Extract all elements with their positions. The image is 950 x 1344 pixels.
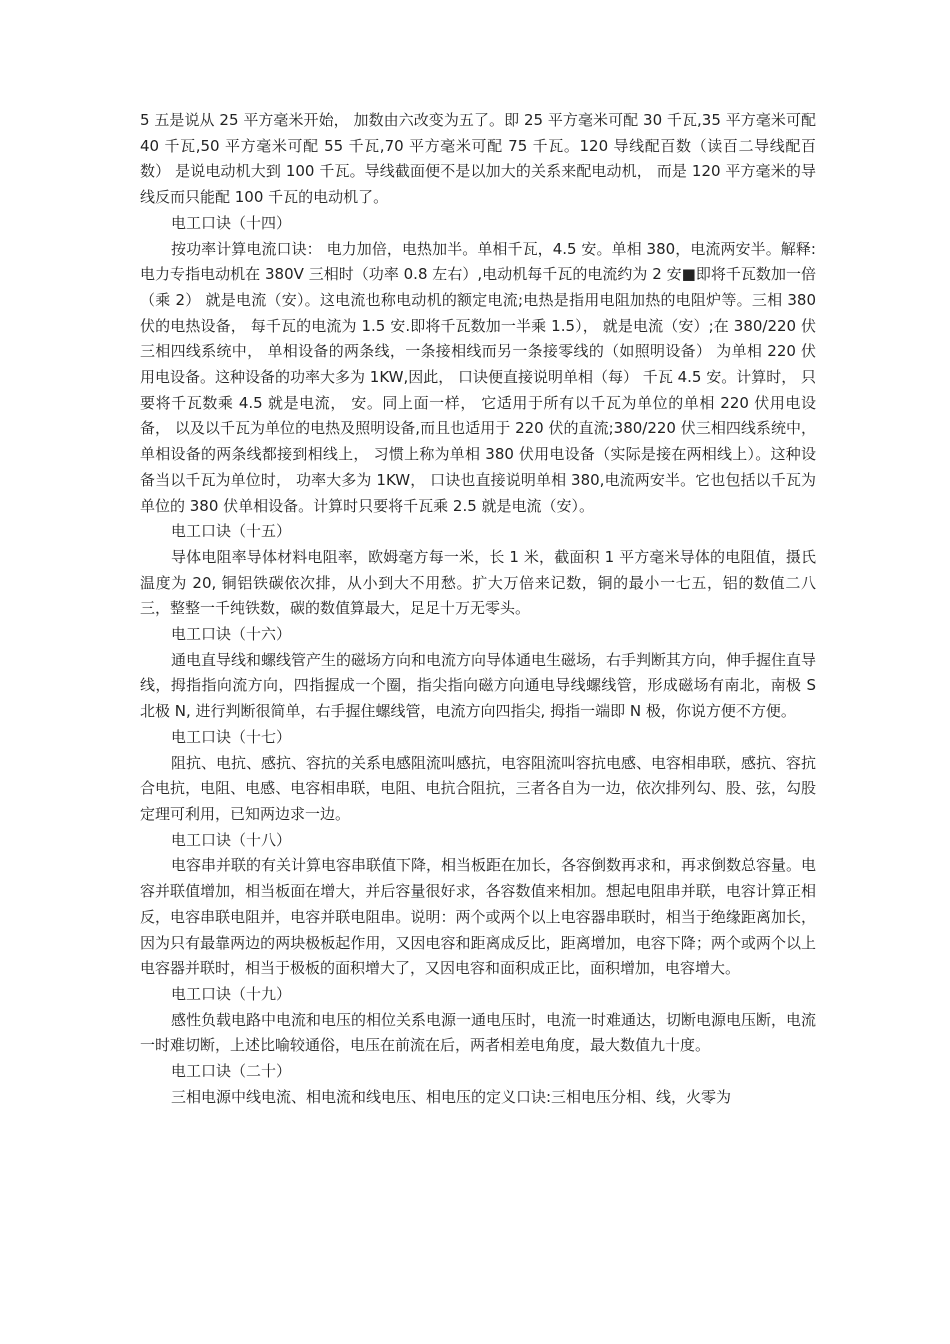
body-paragraph: 电容串并联的有关计算电容串联值下降，相当板距在加长，各容倒数再求和，再求倒数总容量。电容并联值增加，相当板面在增大，并后容量很好求，各容数值来相加。想起电阻串并联，电容计算正相反，电容串联电阻并，电容并联电阻串。说明：两个或两个以上电容器串联时，相当于绝缘距离加长，因为只有最靠两边的两块极板起作用，又因电容和距离成反比，距离增加，电容下降；两个或两个以上电容器并联时，相当于极板的面积增大了，又因电容和面积成正比，面积增加，电容增大。 — [140, 856, 817, 978]
section-heading: 电工口诀（十四） — [171, 213, 292, 232]
body-paragraph: 三相电源中线电流、相电流和线电压、相电压的定义口诀:三相电压分相、线，火零为 — [171, 1087, 732, 1106]
section-heading: 电工口诀（十九） — [171, 984, 292, 1003]
section-heading: 电工口诀（十五） — [171, 522, 292, 541]
body-paragraph: 通电直导线和螺线管产生的磁场方向和电流方向导体通电生磁场，右手判断其方向，伸手握住直导线，拇指指向流方向，四指握成一个圈，指尖指向磁方向通电导线螺线管，形成磁场有南北，南极 S 北极 N, 进行判断很简单，右手握住螺线管，电流方向四指尖, 拇指一端即 N 极，你说方便不方便。 — [140, 650, 817, 721]
section-heading: 电工口诀（十八） — [171, 830, 292, 849]
section-heading: 电工口诀（十七） — [171, 727, 292, 746]
body-paragraph: 阻抗、电抗、感抗、容抗的关系电感阻流叫感抗，电容阻流叫容抗电感、电容相串联，感抗、容抗合电抗，电阻、电感、电容相串联，电阻、电抗合阻抗，三者各自为一边，依次排列勾、股、弦，勾股定理可利用，已知两边求一边。 — [140, 753, 817, 823]
body-paragraph: 感性负载电路中电流和电压的相位关系电源一通电压时，电流一时难通达，切断电源电压断，电流一时难切断，上述比喻较通俗，电压在前流在后，两者相差电角度，最大数值九十度。 — [140, 1010, 817, 1055]
body-paragraph: 导体电阻率导体材料电阻率，欧姆毫方每一米，长 1 米，截面积 1 平方毫米导体的电阻值，摄氏温度为 20, 铜铝铁碳依次排，从小到大不用愁。扩大万倍来记数，铜的最小一七五，铝的数值二八三，整整一千纯铁数，碳的数值算最大，足足十万无零头。 — [140, 547, 816, 618]
section-heading: 电工口诀（二十） — [171, 1062, 292, 1081]
body-paragraph: 5 五是说从 25 平方毫米开始， 加数由六改变为五了。即 25 平方毫米可配 30 千瓦,35 平方毫米可配 40 千瓦,50 平方毫米可配 55 千瓦,70 平方毫米可配 75 千瓦。120 导线配百数（读百二导线配百数） 是说电动机大到 100 千瓦。导线截面便不是以加大的关系来配电动机， 而是 120 平方毫米的导线反而只能配 100 千瓦的电动机了。 — [140, 111, 816, 207]
section-heading: 电工口诀（十六） — [171, 625, 292, 644]
document-body — [140, 108, 816, 1110]
body-paragraph: 按功率计算电流口诀： 电力加倍，电热加半。单相千瓦，4.5 安。单相 380，电流两安半。解释:电力专指电动机在 380V 三相时（功率 0.8 左右）,电动机每千瓦的电流约为 2 安■即将千瓦数加一倍（乘 2） 就是电流（安）。这电流也称电动机的额定电流;电热是指用电阻加热的电阻炉等。三相 380 伏的电热设备， 每千瓦的电流为 1.5 安.即将千瓦数加一半乘 1.5）， 就是电流（安）;在 380/220 伏三相四线系统中， 单相设备的两条线，一条接相线而另一条接零线的（如照明设备） 为单相 220 伏用电设备。这种设备的功率大多为 1KW,因此， 口诀便直接说明单相（每） 千瓦 4.5 安。计算时， 只要将千瓦数乘 4.5 就是电流， 安。同上面一样， 它适用于所有以千瓦为单位的单相 220 伏用电设备， 以及以千瓦为单位的电热及照明设备,而且也适用于 220 伏的直流;380/220 伏三相四线系统中，单相设备的两条线都接到相线上， 习惯上称为单相 380 伏用电设备（实际是接在两相线上）。这种设备当以千瓦为单位时， 功率大多为 1KW， 口诀也直接说明单相 380,电流两安半。它也包括以千瓦为单位的 380 伏单相设备。计算时只要将千瓦乘 2.5 就是电流（安）。 — [140, 239, 816, 515]
